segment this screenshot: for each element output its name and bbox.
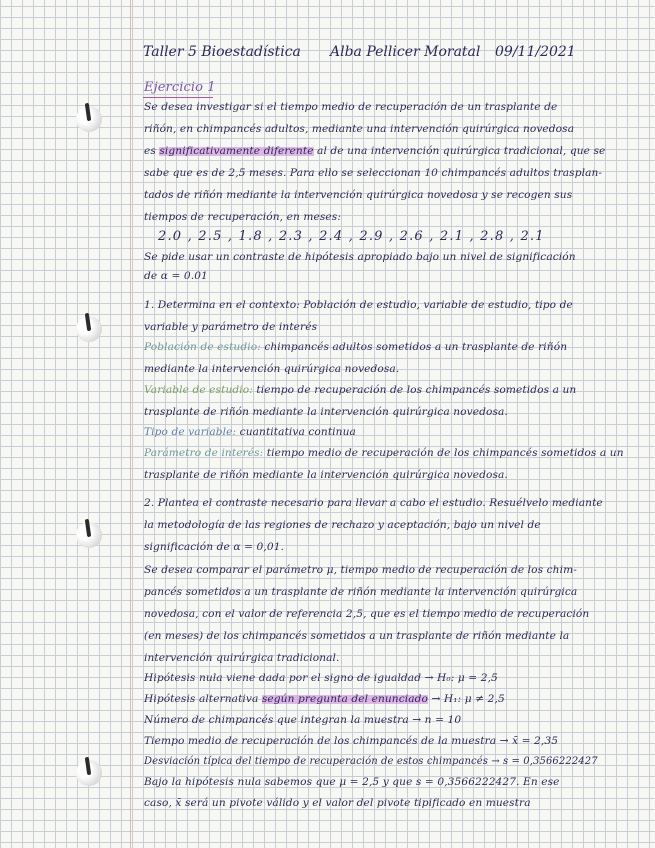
ring-hole-top bbox=[76, 106, 102, 132]
request-line-2: de α = 0.01 bbox=[144, 270, 208, 282]
population-line-2: mediante la intervención quirúrgica novedosa. bbox=[144, 363, 400, 375]
exercise-heading: Ejercicio 1 bbox=[144, 80, 216, 95]
variable-text: tiempo de recuperación de los chimpancés sometidos a un bbox=[256, 384, 577, 396]
statement-line-3 bbox=[144, 145, 605, 157]
highlighted-phrase: significativamente diferente bbox=[159, 145, 314, 157]
date: 09/11/2021 bbox=[495, 44, 576, 60]
statement-line-1: Se desea investigar si el tiempo medio de recuperación de un trasplante de bbox=[144, 101, 558, 113]
q2-prompt-line-1: 2. Plantea el contraste necesario para llevar a cabo el estudio. Resuélvelo mediante bbox=[144, 497, 603, 509]
population-line-1 bbox=[144, 341, 567, 353]
variable-line-1 bbox=[144, 384, 576, 396]
ring-hole-lower bbox=[76, 522, 102, 548]
population-label: Población de estudio: bbox=[144, 341, 261, 353]
closing-line-2: caso, x̄ será un pivote válido y el valor del pivote tipificado en muestra bbox=[144, 797, 531, 809]
ring-hole-bottom bbox=[76, 760, 102, 786]
q1-prompt-line-1: 1. Determina en el contexto: Población de estudio, variable de estudio, tipo de bbox=[144, 299, 573, 311]
sd-line: Desviación típica del tiempo de recuperación de estos chimpancés → s = 0,3566222427 bbox=[144, 756, 598, 767]
explanation-line-2: pancés sometidos a un trasplante de riñón mediante la intervención quirúrgica bbox=[144, 586, 578, 598]
closing-line-1: Bajo la hipótesis nula sabemos que μ = 2,5 y que s = 0,3566222427. En ese bbox=[144, 776, 560, 788]
q1-prompt-line-2: variable y parámetro de interés bbox=[144, 321, 318, 333]
statement-line-5: tados de riñón mediante la intervención quirúrgica novedosa y se recogen sus bbox=[144, 189, 573, 201]
h1-line bbox=[144, 693, 505, 705]
n-line: Número de chimpancés que integran la muestra → n = 10 bbox=[144, 714, 462, 726]
variable-label: Variable de estudio: bbox=[144, 384, 253, 396]
author-name: Alba Pellicer Moratal bbox=[330, 44, 481, 60]
statement-line-3-prefix: es bbox=[144, 145, 156, 157]
q2-prompt-line-2: la metodología de las regiones de rechazo y aceptación, bajo un nivel de bbox=[144, 519, 541, 531]
type-line bbox=[144, 426, 356, 438]
explanation-line-4: (en meses) de los chimpancés sometidos a un trasplante de riñón mediante la bbox=[144, 630, 570, 642]
margin-line bbox=[130, 0, 131, 848]
statement-line-3-rest: al de una intervención quirúrgica tradicional, que se bbox=[317, 145, 606, 157]
mean-line: Tiempo medio de recuperación de los chimpancés de la muestra → x̄ = 2,35 bbox=[144, 735, 559, 747]
statement-line-2: riñón, en chimpancés adultos, mediante una intervención quirúrgica novedosa bbox=[144, 123, 575, 135]
type-label: Tipo de variable: bbox=[144, 426, 237, 438]
param-text: tiempo medio de recuperación de los chimpancés sometidos a un bbox=[266, 447, 624, 459]
param-line-2: trasplante de riñón mediante la intervención quirúrgica novedosa. bbox=[144, 469, 508, 481]
explanation-line-1: Se desea comparar el parámetro μ, tiempo medio de recuperación de los chim- bbox=[144, 564, 577, 576]
h1-prefix: Hipótesis alternativa bbox=[144, 693, 259, 705]
heading-underline bbox=[143, 97, 213, 98]
page-title: Taller 5 Bioestadística bbox=[143, 44, 301, 60]
explanation-line-3: novedosa, con el valor de referencia 2,5, que es el tiempo medio de recuperación bbox=[144, 608, 590, 620]
h0-line: Hipótesis nula viene dada por el signo de igualdad → H₀: μ = 2,5 bbox=[144, 672, 498, 684]
explanation-line-5: intervención quirúrgica tradicional. bbox=[144, 652, 340, 664]
h1-highlight: según pregunta del enunciado bbox=[261, 693, 429, 705]
h1-suffix: → H₁: μ ≠ 2,5 bbox=[431, 693, 505, 705]
statement-line-4: sabe que es de 2,5 meses. Para ello se seleccionan 10 chimpancés adultos trasplan- bbox=[144, 167, 603, 179]
request-line-1: Se pide usar un contraste de hipótesis apropiado bajo un nivel de significación bbox=[144, 251, 576, 263]
population-text: chimpancés adultos sometidos a un trasplante de riñón bbox=[264, 341, 568, 353]
q2-prompt-line-3: significación de α = 0,01. bbox=[144, 541, 285, 553]
type-text: cuantitativa continua bbox=[239, 426, 356, 438]
param-label: Parámetro de interés: bbox=[144, 447, 264, 459]
param-line-1 bbox=[144, 447, 624, 459]
ring-hole-middle bbox=[76, 316, 102, 342]
variable-line-2: trasplante de riñón mediante la intervención quirúrgica novedosa. bbox=[144, 406, 508, 418]
statement-line-6: tiempos de recuperación, en meses: bbox=[144, 211, 342, 223]
data-values: 2.0 , 2.5 , 1.8 , 2.3 , 2.4 , 2.9 , 2.6 , 2.1 , 2.8 , 2.1 bbox=[158, 229, 545, 244]
